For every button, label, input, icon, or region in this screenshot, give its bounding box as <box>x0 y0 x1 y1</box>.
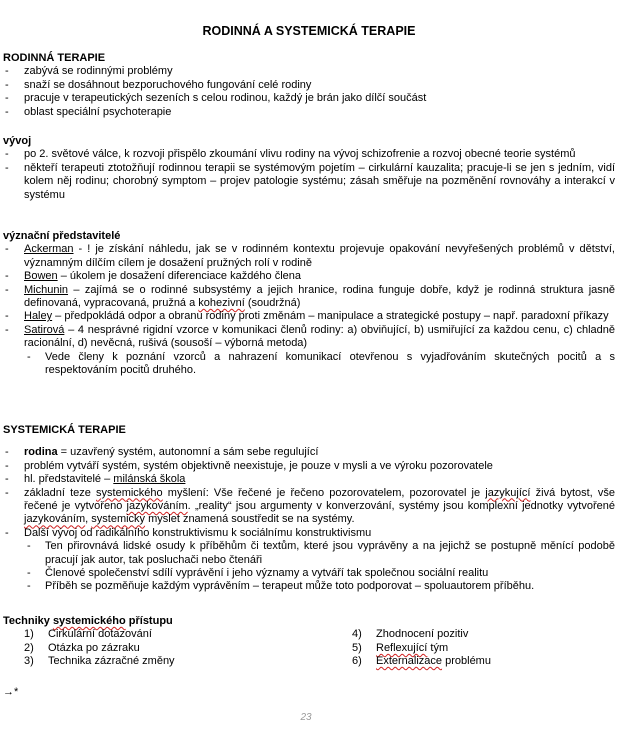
techniques-left-column <box>3 628 175 668</box>
systemic-therapy-heading: SYSTEMICKÁ TERAPIE <box>3 424 126 436</box>
techniques-right-column <box>331 628 491 668</box>
page-title: RODINNÁ A SYSTEMICKÁ TERAPIE <box>202 24 416 38</box>
sub-list-item: - Členové společenství sdílí vyprávění i jeho významy a vytváří tak společnou sociální realitu <box>3 567 615 580</box>
list-item: - rodina = uzavřený systém, autonomní a sám sebe regulující <box>3 446 615 459</box>
techniques-heading: Techniky systemického přístupu <box>3 615 173 627</box>
sub-list-item: - Příběh se pozměňuje každým vyprávěním – terapeut může toto podporovat – spoluautorem příběhu. <box>3 580 615 593</box>
list-item: 5) Reflexující tým <box>352 641 449 654</box>
arrow-symbol: →* <box>3 686 19 698</box>
list-item: 6) Externalizace problému <box>352 655 491 668</box>
list-item: - hl. představitelé – milánská škola <box>3 473 615 486</box>
family-therapy-section <box>3 52 615 119</box>
list-item: - snaží se dosáhnout bezporuchového fungování celé rodiny <box>3 79 615 92</box>
representatives-heading: význační představitelé <box>3 230 121 242</box>
list-item: - oblast speciální psychoterapie <box>3 106 615 119</box>
list-item-minuchin: - Michunin – zajímá se o rodinné subsystémy a jejich hranice, rodina funguje dobře, když je rodinná struktura jasně definovaná, vypracovaná, pružná a kohezivní (soudržná) <box>3 284 615 311</box>
list-item: - Další vývoj od radikálního konstruktivismu k sociálnímu konstruktivismu <box>3 527 615 540</box>
list-item-satir: - Satirová – 4 nesprávné rigidní vzorce v komunikaci členů rodiny: a) obviňující, b) usmiřující za každou cenu, c) chladně racionální, d) nevěcná, rušivá (sousoší – výborná metoda) <box>3 324 615 351</box>
person-name: Ackerman <box>24 243 74 256</box>
person-name: Bowen <box>24 270 58 283</box>
list-item: - pracuje v terapeutických sezeních s celou rodinou, každý je brán jako dílčí součást <box>3 92 615 105</box>
list-item: - zabývá se rodinnými problémy <box>3 65 615 78</box>
list-item: 2) Otázka po zázraku <box>24 641 140 654</box>
sub-list-item: - Vede členy k poznání vzorců a nahrazení komunikací otevřenou s vyjadřováním skutečných pocitů a s respektováním pocitů druhého. <box>3 351 615 378</box>
list-item-haley: - Haley – předpokládá odpor a obranu rodiny proti změnám – manipulace a strategické postupy – např. paradoxní příkazy <box>3 310 615 323</box>
representatives-section <box>3 230 615 377</box>
list-item: - po 2. světové válce, k rozvoji přispělo zkoumání vlivu rodiny na vývoj schizofrenie a rozvoj obecné teorie systémů <box>3 148 615 161</box>
history-heading: vývoj <box>3 135 32 147</box>
techniques-section <box>3 615 615 670</box>
page-number: 23 <box>300 712 312 723</box>
person-name: Haley <box>24 310 53 323</box>
list-item-ackerman: - Ackerman - ! je získání náhledu, jak se v rodinném kontextu projevuje opakování nevyřešených problémů v dětství, významným dílčím cílem je dosažení pružných rolí v rodině <box>3 243 615 270</box>
history-section <box>3 135 615 202</box>
systemic-therapy-section <box>3 424 615 594</box>
list-item-bowen: - Bowen – úkolem je dosažení diferenciace každého člena <box>3 270 615 283</box>
list-item: - základní teze systemického myšlení: Vše řečené je řečeno pozorovatelem, pozorovatel je jazykující živá bytost, vše řečené je vytvořeno jazykováním. „reality“ jsou argumenty v konverzování, systémy jsou komplexní jednotky vytvořené jazykováním, systemicky myslet znamená soustředit se na systémy. <box>3 487 615 527</box>
family-therapy-heading: RODINNÁ TERAPIE <box>3 52 106 64</box>
list-item: 1) Cirkulární dotazování <box>24 628 152 641</box>
list-item: - problém vytváří systém, systém objektivně neexistuje, je pouze v mysli a ve výroku pozorovatele <box>3 460 615 473</box>
person-name: Michunin <box>24 283 69 296</box>
list-item: - někteří terapeuti ztotožňují rodinnou terapii se systémovým pojetím – cirkulární kauzalita; pracuje-li se jen s jedním, vidí kolem něj rodinu; chorobný symptom – projev patologie systému; zásah směřuje na pozměnění rovnováhy a interakcí v systému <box>3 162 615 202</box>
person-name: Satirová <box>24 323 65 336</box>
list-item: 3) Technika zázračné změny <box>24 655 175 668</box>
list-item: 4) Zhodnocení pozitiv <box>352 628 469 641</box>
sub-list-item: - Ten přirovnává lidské osudy k příběhům či textům, které jsou vyprávěny a na jejichž se postupně měnící podobě pracují jak autor, tak posluchači nebo čtenáři <box>3 540 615 567</box>
